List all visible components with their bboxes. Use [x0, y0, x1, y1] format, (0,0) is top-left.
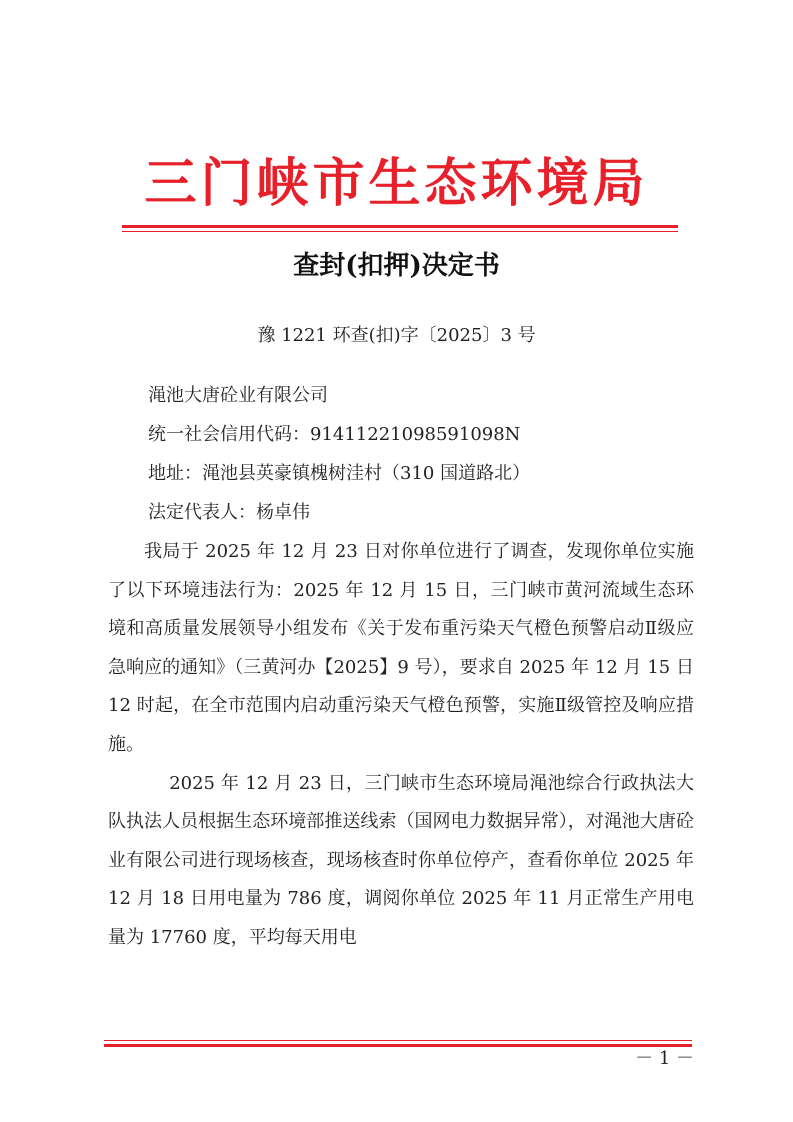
agency-masthead: 三门峡市生态环境局: [144, 153, 649, 214]
page-number: － 1 －: [635, 1048, 694, 1069]
party-credit-code: 统一社会信用代码：91411221098591098N: [148, 424, 521, 445]
party-representative: 法定代表人：杨卓伟: [148, 502, 310, 523]
party-company-name: 渑池大唐砼业有限公司: [148, 385, 328, 406]
footer-rule-thin: [104, 1040, 692, 1041]
footer-rule-thick: [104, 1044, 692, 1047]
body-paragraph-1: 我局于 2025 年 12 月 23 日对你单位进行了调查，发现你单位实施了以下环境违法行为：2025 年 12 月 15 日，三门峡市黄河流域生态环境和高质量发展领导小组发布《关于发布重污染天气橙色预警启动Ⅱ级应急响应的通知》（三黄河办【2025】9 号），要求自 2025 年 12 月 15 日 12 时起，在全市范围内启动重污染天气橙色预警，实施Ⅱ级管控及响应措施。: [108, 541, 694, 755]
document-number: 豫 1221 环查(扣)字〔2025〕3 号: [257, 325, 536, 346]
body-paragraph-2: 2025 年 12 月 23 日，三门峡市生态环境局渑池综合行政执法大队执法人员根据生态环境部推送线索（国网电力数据异常），对渑池大唐砼业有限公司进行现场核查，现场核查时你单位停产，查看你单位 2025 年 12 月 18 日用电量为 786 度，调阅你单位 2025 年 11 月正常生产用电量为 17760 度，平均每天用电: [108, 772, 694, 948]
party-address: 地址：渑池县英豪镇槐树洼村（310 国道路北）: [148, 463, 531, 484]
body-text: [108, 533, 694, 958]
masthead-rule-thick: [122, 225, 678, 228]
document-title: 查封(扣押)决定书: [293, 251, 500, 281]
masthead-rule-thin: [122, 231, 678, 232]
